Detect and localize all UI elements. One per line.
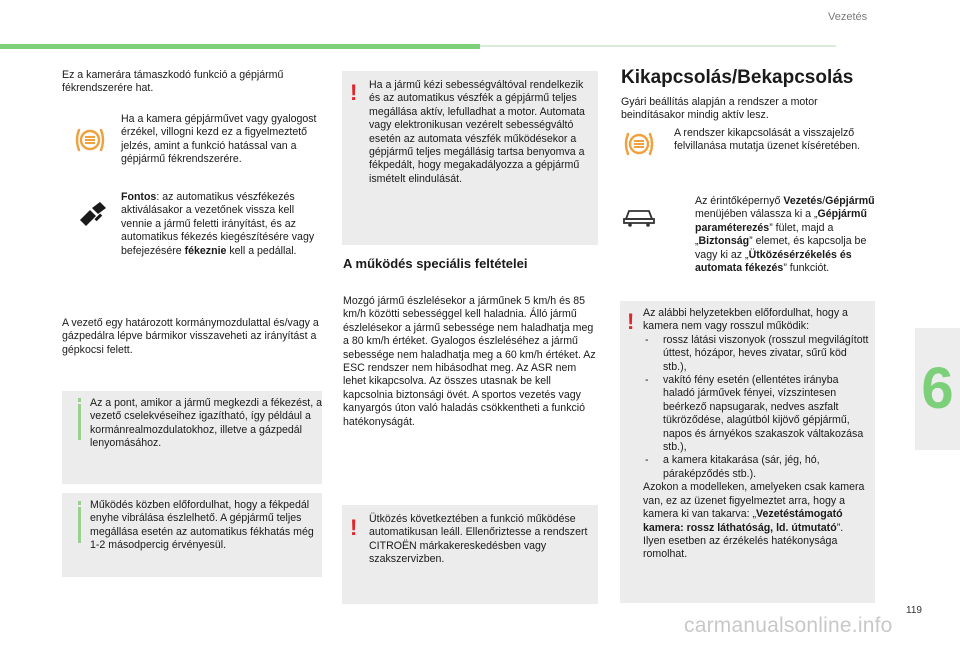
special-conditions-heading: A működés speciális feltételei — [343, 256, 528, 271]
warning-lead: Az alábbi helyzetekben előfordulhat, hogy a kamera nem vagy rosszul működik: — [643, 307, 848, 333]
info-text-2: Működés közben előfordulhat, hogy a fékpedál enyhe vibrálása észlelhető. A gépjármű teljes megállása esetén az automatikus fékhatás még 1-2 másodpercig érvényesül. — [90, 499, 314, 552]
item2-lead: Fontos — [121, 191, 157, 203]
col3-intro: Gyári beállítás alapján a rendszer a motor beindításakor mindig aktív lesz. — [621, 96, 818, 122]
warning-text-3 — [643, 307, 870, 562]
collision-warning-icon — [72, 124, 108, 156]
info-text-1: Az a pont, amikor a jármű megkezdi a fékezést, a vezető cselekvéseihez igazítható, így például a kormánreal​mozdulatokhoz, illetve a gázpedál lenyomásához. — [90, 397, 322, 450]
menu-driving: Vezetés — [783, 195, 823, 207]
menu-vehicle: Gépjármű — [825, 195, 875, 207]
info-marker-icon — [78, 501, 81, 543]
message-text2: ”. — [836, 521, 844, 534]
warning-text-1: Ha a jármű kézi sebességváltóval rendelkezik és az automatikus vészfék a gépjármű teljes megállása aktív, lefulladhat a motor. Automata vagy elektronikusan vezérelt sebességváltó esetén az automata vészfék működésekor a gépjármű teljes megállásig tartsa benyomva a fékpedált, hogy megakadályozza a gépjármű ismételt elindulását. — [369, 79, 585, 185]
item2-t6: ” funkciót. — [783, 262, 830, 275]
watermark: carmanualsonline.info — [684, 614, 893, 637]
warning-icon: ! — [350, 80, 358, 105]
camera-message: Vezetéstámogató kamera: rossz láthatóság, ld. útmutató — [643, 508, 843, 534]
item2-bold: fékeznie — [184, 244, 227, 257]
col1-intro: Ez a kamerára támaszkodó funkció a gépjármű fékrendszerére hat. — [62, 69, 284, 95]
list-item: - a kamera kitakarása (sár, jég, hó, páraképződés stb.). — [643, 454, 870, 481]
tab-vehicle-settings: Gépjármű paraméterezés — [695, 208, 867, 234]
col3-item2 — [695, 195, 875, 275]
item2-text: : az automatikus vészfékezés aktiválásakor a vezetőnek vissza kell vennie a jármű feletti irányítást, és az automatikus fékezés kiegészítésére vagy befejezésére — [121, 191, 315, 257]
warning-icon: ! — [627, 309, 635, 334]
deactivation-heading: Kikapcsolás/Bekapcsolás — [621, 67, 854, 88]
message-text1: Azokon a modelleken, amelyeken csak kamera van, ez az üzenet figyelmeztet arra, hogy a kamera ki van takarva: „ — [643, 481, 865, 521]
header-accent-bar — [0, 44, 480, 49]
element-safety: Biztonság — [698, 235, 750, 248]
chapter-tab — [915, 328, 960, 450]
item2-t2: / — [822, 195, 826, 207]
warning-text-2: Ütközés következtében a funkció működése automatikusan leáll. Ellenőriztesse a rendszert CITROËN márkakereskedésben vagy szakszervizben. — [369, 513, 588, 566]
item2-t3: menüjében válassza ki a „ — [695, 208, 818, 221]
header-rule — [480, 45, 836, 47]
item2-t5: ” elemet, és kapcsolja be vagy ki az „ — [695, 235, 867, 261]
col1-paragraph: A vezető egy határozott kormánymozdulattal és/vagy a gázpedálra lépve bármikor visszaveheti az irányítást a gépkocsi felett. — [62, 317, 319, 356]
message-text — [643, 481, 870, 535]
section-title: Vezetés — [828, 11, 868, 23]
brake-foot-icon — [76, 198, 108, 230]
item2-end: kell a pedállal. — [226, 244, 297, 257]
camera-issues-list — [643, 334, 870, 481]
list-item: - vakító fény esetén (ellentétes irányba haladó járművek fényei, vízszintesen beérkező napsugarak, nedves aszfalt tükröződése, alagútból kijövő gépjármű, napos és árnyékos szakaszok váltakozása stb.), — [643, 374, 870, 454]
warning-icon: ! — [350, 515, 358, 540]
page-number: 119 — [906, 605, 922, 616]
collision-warning-icon — [621, 128, 657, 160]
function-name: Ütközésérzékelés és automata fékezés — [695, 248, 852, 275]
col3-item1: A rendszer kikapcsolását a visszajelző felvillanása mutatja üzenet kíséretében. — [674, 127, 861, 153]
chapter-number: 6 — [921, 356, 954, 422]
col1-item2 — [121, 191, 323, 258]
item2-t1: Az érintőképernyő — [695, 195, 784, 207]
car-settings-icon — [622, 205, 656, 227]
col1-item1: Ha a kamera gépjárművet vagy gyalogost érzékel, villogni kezd ez a figyelmeztető jelzés, amint a funkció hatással van a gépjármű fékrendszerére. — [121, 113, 317, 166]
info-marker-icon — [78, 398, 81, 440]
efficiency-note: Ilyen esetben az érzékelés hatékonysága romolhat. — [643, 534, 838, 561]
item2-t4: ” fület, majd a „ — [695, 221, 834, 248]
special-conditions-text: Mozgó jármű észlelésekor a járműnek 5 km/h és 85 km/h közötti sebességgel kell haladnia. Álló jármű észlelésekor a jármű sebessége nem haladhatja meg a 80 km/h értéket. Gyalogos észleléséhez a jármű sebessége nem haladhatja meg a 60 km/h értéket. Az ESC rendszer nem hibásodhat meg. Az ASR nem lehet kikapcsolva. Az összes utasnak be kell kapcsolnia biztonsági övét. A sportos vezetés vagy kanyargós úton való haladás csökkentheti a funkció hatékonyságát. — [343, 295, 596, 428]
list-item: - rossz látási viszonyok (rosszul megvilágított úttest, hózápor, heves zivatar, sűrű köd stb.), — [643, 334, 870, 374]
